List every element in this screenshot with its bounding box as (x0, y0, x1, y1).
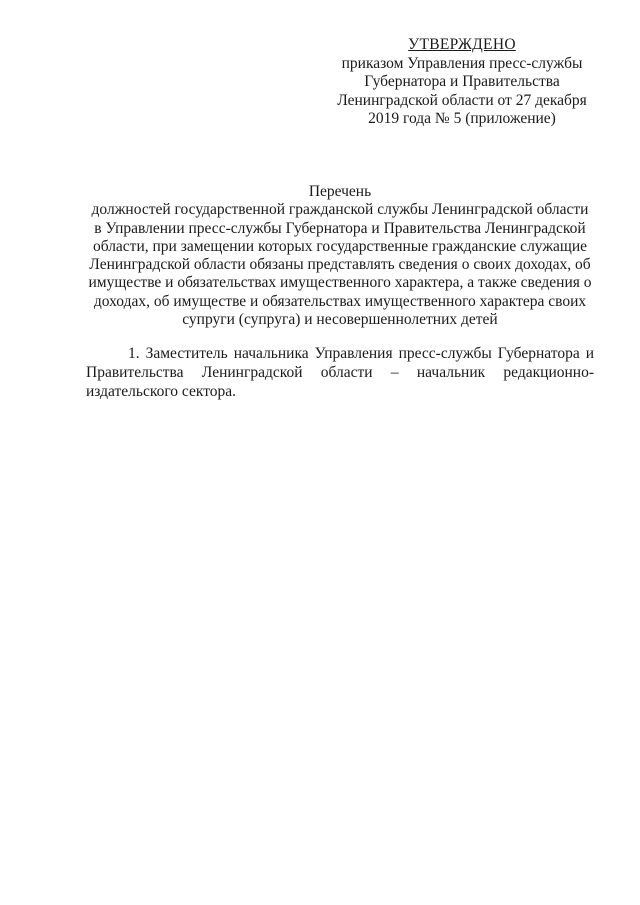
approval-title: УТВЕРЖДЕНО (408, 36, 516, 53)
approval-line-1: приказом Управления пресс-службы (341, 54, 583, 72)
document-body (86, 344, 594, 401)
list-item: 1. Заместитель начальника Управления пресс-службы Губернатора и Правительства Ленинградской области – начальник редакционно-издательского сектора. (86, 345, 594, 400)
document-heading: Перечень (308, 183, 372, 200)
document-title-block (86, 183, 594, 329)
approval-line-2: Губернатора и Правительства (364, 73, 560, 90)
approval-line-4: 2019 года № 5 (приложение) (368, 110, 556, 127)
approval-stamp (330, 36, 594, 129)
document-subheading: должностей государственной гражданской службы Ленинградской области в Управлении пресс-службы Губернатора и Правительства Ленинградской области, при замещении которых государственные гражданские служащие Ленинградской области обязаны представлять сведения о своих доходах, об имуществе и обязательствах имущественного характера, а также сведения о доходах, об имуществе и обязательствах имущественного характера своих супруги (супруга) и несовершеннолетних детей (88, 201, 592, 329)
approval-line-3: Ленинградской области от 27 декабря (337, 91, 587, 109)
